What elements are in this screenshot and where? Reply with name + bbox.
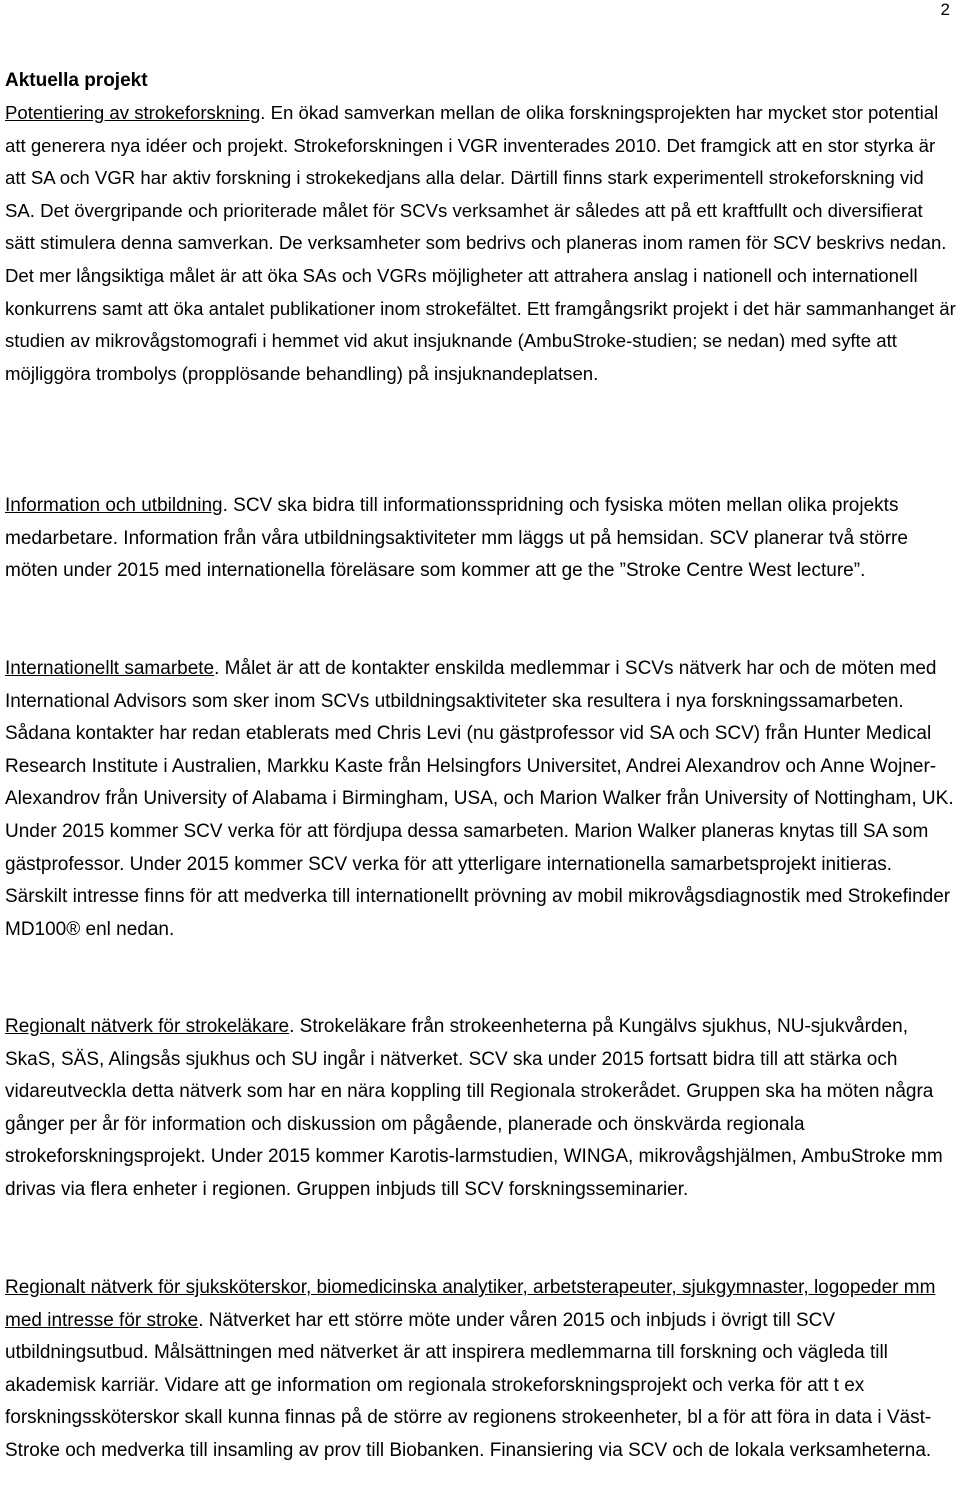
paragraph-regionalt-sjukskoterskor — [5, 1272, 956, 1468]
paragraph-body: . En ökad samverkan mellan de olika forskningsprojekten har mycket stor potential att generera nya idéer och projekt. Strokeforskningen i VGR inventerades 2010. Det framgick att en stor styrka är att SA och VGR har aktiv forskning i strokekedjans alla delar. Därtill finns stark experimentell strokeforskning vid SA. Det övergripande och prioriterade målet för SCVs verksamhet är således att på ett kraftfullt och diversifierat sätt stimulera denna samverkan. De verksamheter som bedrivs och planeras inom ramen för SCV beskrivs nedan. Det mer långsiktiga målet är att öka SAs och VGRs möjligheter att attrahera anslag i nationell och internationell konkurrens samt att öka antalet publikationer inom strokefältet. Ett framgångsrikt projekt i det här sammanhanget är studien av mikrovågstomografi i hemmet vid akut insjuknande (AmbuStroke-studien; se nedan) med syfte att möjliggöra trombolys (propplösande behandling) på insjuknandeplatsen. — [5, 102, 956, 384]
paragraph-information — [5, 490, 956, 588]
paragraph-body: . Målet är att de kontakter enskilda medlemmar i SCVs nätverk har och de möten med International Advisors som sker inom SCVs utbildningsaktiviteter ska resultera i nya forskningssamarbeten. Sådana kontakter har redan etablerats med Chris Levi (nu gästprofessor vid SA och SCV) från Hunter Medical Research Institute i Australien, Markku Kaste från Helsingfors Universitet, Andrei Alexandrov och Anne Wojner-Alexandrov från University of Alabama i Birmingham, USA, och Marion Walker från University of Nottingham, UK. Under 2015 kommer SCV verka för att fördjupa dessa samarbeten. Marion Walker planeras knytas till SA som gästprofessor. Under 2015 kommer SCV verka för att ytterligare internationella samarbetsprojekt initieras. Särskilt intresse finns för att medverka till internationellt prövning av mobil mikrovågsdiagnostik med Strokefinder MD100® enl nedan. — [5, 658, 954, 940]
paragraph-body: . Nätverket har ett större möte under våren 2015 och inbjuds i övrigt till SCV utbildningsutbud. Målsättningen med nätverket är att inspirera medlemmarna till forskning och vägleda till akademisk karriär. Vidare att ge information om regionala strokeforskningsprojekt och verka för att t ex forskningssköterskor skall kunna finnas på de större av regionens strokeenheter, bl a för att föra in data i Väst-Stroke och medverka till insamling av prov till Biobanken. Finansiering via SCV och de lokala verksamheterna. — [5, 1309, 932, 1461]
paragraph-title: Regionalt nätverk för sjuksköterskor, biomedicinska analytiker, arbetsterapeuter, sjukgymnaster, logopeder mm med intresse för stroke — [5, 1277, 936, 1331]
paragraph-body: . Strokeläkare från strokeenheterna på Kungälvs sjukhus, NU-sjukvården, SkaS, SÄS, Alingsås sjukhus och SU ingår i nätverket. SCV ska under 2015 fortsatt bidra till att stärka och vidareutveckla detta nätverk som har en nära koppling till Regionala strokerådet. Gruppen ska ha möten några gånger per år för information och diskussion om pågående, planerade och önskvärda regionala strokeforskningsprojekt. Under 2015 kommer Karotis-larmstudien, WINGA, mikrovågshjälmen, AmbuStroke mm drivas via flera enheter i regionen. Gruppen inbjuds till SCV forskningsseminarier. — [5, 1016, 943, 1200]
paragraph-title: Information och utbildning — [5, 495, 223, 516]
paragraph-title: Regionalt nätverk för strokeläkare — [5, 1016, 290, 1037]
paragraph-internationellt — [5, 653, 956, 946]
paragraph-title: Potentiering av strokeforskning — [5, 102, 261, 123]
paragraph-title: Internationellt samarbete — [5, 658, 215, 679]
paragraph-body: . SCV ska bidra till informationsspridning och fysiska möten mellan olika projekts medarbetare. Information från våra utbildningsaktiviteter mm läggs ut på hemsidan. SCV planerar två större möten under 2015 med internationella föreläsare som kommer att ge the ”Stroke Centre West lecture”. — [5, 495, 908, 582]
paragraph-potentiering — [5, 71, 956, 390]
paragraph-regionalt-lakare — [5, 1011, 956, 1207]
section-heading: Aktuella projekt — [5, 70, 148, 91]
page-number: 2 — [940, 0, 950, 19]
